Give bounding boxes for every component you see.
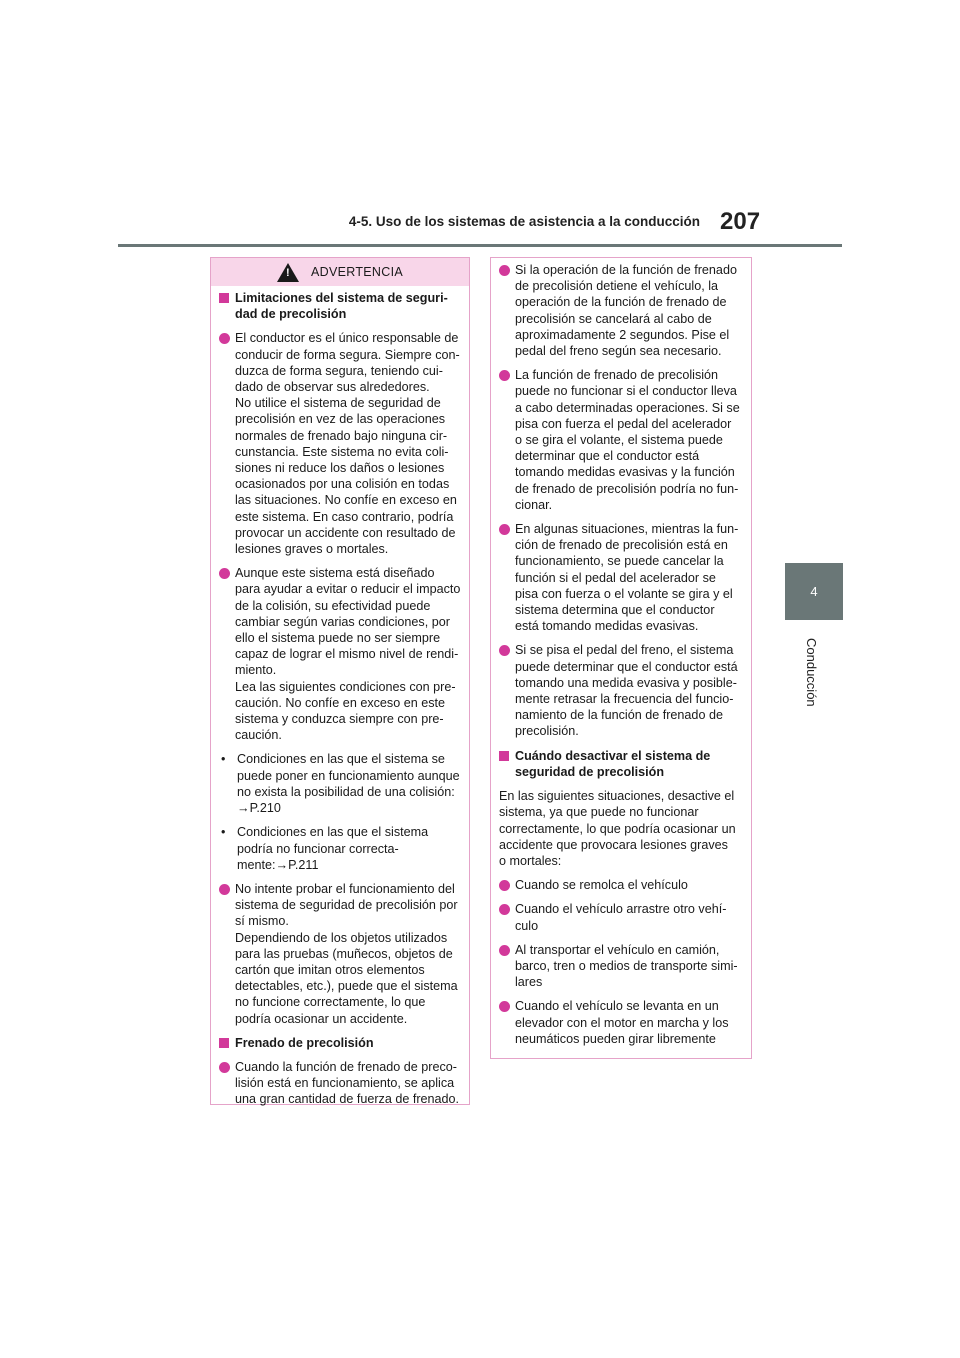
- bullet-elevador: [499, 998, 743, 1047]
- text-line: de precolisión detiene el vehículo, la: [515, 279, 719, 294]
- text-line: pisa con fuerza o el volante se gira y el: [515, 586, 733, 601]
- warning-title: ADVERTENCIA: [311, 264, 403, 279]
- text-line: →P.210: [237, 801, 281, 816]
- chapter-tab-number: 4: [810, 584, 818, 599]
- text-line: En las siguientes situaciones, desactive el: [499, 789, 735, 804]
- text-line: mente retrasar la frecuencia del funcio-: [515, 692, 734, 707]
- text-line: dado de observar sus alrededores.: [235, 380, 430, 395]
- text-line: determinar que el conductor está: [515, 449, 700, 464]
- text-line: Lea las siguientes condiciones con pre-: [235, 679, 456, 694]
- paragraph-situaciones: [499, 788, 743, 869]
- text-line: En algunas situaciones, mientras la fun-: [515, 522, 739, 537]
- text-line: de frenado de precolisión podría no fun-: [515, 481, 739, 496]
- bullet-remolca: [499, 877, 743, 893]
- text-line: caución. No confíe en exceso en este: [235, 695, 446, 710]
- text-line: aproximadamente 2 segundos. Pise el: [515, 327, 730, 342]
- text-line: culo: [515, 918, 539, 933]
- small-bullet-icon: •: [221, 752, 226, 767]
- text-line: detectables, etc.), puede que el sistema: [235, 979, 458, 994]
- round-bullet-icon: [499, 945, 510, 956]
- chapter-tab-label: Conducción: [804, 638, 819, 707]
- header-rule: [118, 244, 842, 247]
- text-line: está tomando medidas evasivas.: [515, 619, 699, 634]
- text-line: o se gira el volante, el sistema puede: [515, 433, 723, 448]
- text-line: las situaciones. No confíe en exceso en: [235, 493, 457, 508]
- text-line: sistema determina que el conductor: [515, 603, 715, 618]
- text-line: sistema y conduzca siempre con pre-: [235, 712, 444, 727]
- text-line: lesiones graves o mortales.: [235, 542, 389, 557]
- text-line: Aunque este sistema está diseñado: [235, 566, 435, 581]
- round-bullet-icon: [499, 524, 510, 535]
- text-line: duzca de forma segura, teniendo cui-: [235, 363, 443, 378]
- square-bullet-icon: [499, 751, 509, 761]
- round-bullet-icon: [219, 884, 230, 895]
- bullet-transportar: [499, 942, 743, 991]
- text-line: de la colisión, su efectividad puede: [235, 598, 431, 613]
- text-line: miento.: [235, 663, 277, 678]
- text-line: cunstancia. Este sistema no evita coli-: [235, 444, 449, 459]
- sub-bullet-condiciones-1: [219, 751, 461, 816]
- page-number: 207: [720, 208, 761, 235]
- text-line: Cuándo desactivar el sistema de: [515, 748, 711, 763]
- text-line: Cuando el vehículo arrastre otro vehí-: [515, 902, 727, 917]
- bullet-cancelar: [499, 521, 743, 634]
- text-line: cambiar según varias condiciones, por: [235, 614, 450, 629]
- text-line: función si el pedal del acelerador se: [515, 570, 716, 585]
- text-line: puede determinar que el conductor está: [515, 659, 738, 674]
- text-line: conducir de forma segura. Siempre con-: [235, 347, 460, 362]
- text-line: cartón que imitan otros elementos: [235, 962, 425, 977]
- round-bullet-icon: [499, 880, 510, 891]
- text-line: La función de frenado de precolisión: [515, 368, 719, 383]
- text-line: capaz de lograr el mismo nivel de rendi-: [235, 647, 459, 662]
- text-line: precolisión se cancelará al cabo de: [515, 311, 712, 326]
- text-line: lisión está en funcionamiento, se aplica: [235, 1076, 455, 1091]
- round-bullet-icon: [499, 645, 510, 656]
- chapter-tab: [785, 563, 843, 620]
- text-line: Condiciones en las que el sistema se: [237, 752, 445, 767]
- text-line: una gran cantidad de fuerza de frenado.: [235, 1092, 460, 1107]
- bullet-efectividad: [219, 565, 461, 743]
- text-line: pisa con fuerza el pedal del acelerador: [515, 416, 732, 431]
- sub-bullet-condiciones-2: [219, 824, 461, 873]
- heading-limitaciones: [219, 290, 461, 322]
- text-line: namiento de la función de frenado de: [515, 708, 723, 723]
- text-line: El conductor es el único responsable de: [235, 331, 459, 346]
- round-bullet-icon: [219, 333, 230, 344]
- round-bullet-icon: [499, 370, 510, 381]
- text-line: podría no funcionar correcta-: [237, 841, 399, 856]
- bullet-detiene: [499, 262, 743, 359]
- bullet-fuerza-frenado: [219, 1059, 461, 1108]
- text-line: Cuando el vehículo se levanta en un: [515, 999, 719, 1014]
- text-line: puede no funcionar si el conductor lleva: [515, 384, 737, 399]
- text-line: pedal del freno según sea necesario.: [515, 344, 722, 359]
- text-line: Limitaciones del sistema de seguri-: [235, 291, 448, 305]
- text-line: correctamente, lo que podría ocasionar un: [499, 821, 736, 836]
- text-line: Condiciones en las que el sistema: [237, 825, 429, 840]
- warning-box-right: [490, 257, 752, 1059]
- text-line: cionar.: [515, 497, 553, 512]
- text-line: precolisión en vez de las operaciones: [235, 412, 446, 427]
- text-line: Al transportar el vehículo en camión,: [515, 942, 720, 957]
- text-line: seguridad de precolisión: [515, 764, 665, 779]
- round-bullet-icon: [219, 1062, 230, 1073]
- text-line: para las pruebas (muñecos, objetos de: [235, 946, 453, 961]
- bullet-arrastre: [499, 901, 743, 933]
- text-line: elevador con el motor en marcha y los: [515, 1015, 729, 1030]
- text-line: lares: [515, 975, 543, 990]
- text-line: a cabo determinadas operaciones. Si se: [515, 400, 740, 415]
- text-line: para ayudar a evitar o reducir el impacto: [235, 582, 461, 597]
- warning-triangle-icon: !: [277, 263, 299, 282]
- round-bullet-icon: [499, 265, 510, 276]
- text-line: puede poner en funcionamiento aunque: [237, 768, 460, 783]
- section-title: 4-5. Uso de los sistemas de asistencia a la conducción: [348, 214, 700, 229]
- text-line: no exista la posibilidad de una colisión:: [237, 784, 455, 799]
- text-line: tomando una medida evasiva y posible-: [515, 675, 737, 690]
- text-line: tomando medidas evasivas y la función: [515, 465, 735, 480]
- text-line: accidente que provocara lesiones graves: [499, 837, 728, 852]
- text-line: neumáticos pueden girar libremente: [515, 1031, 716, 1046]
- bullet-no-funcionar: [499, 367, 743, 513]
- text-line: caución.: [235, 728, 282, 743]
- heading-frenado: Frenado de precolisión: [219, 1035, 461, 1051]
- round-bullet-icon: [499, 904, 510, 915]
- text-line: podría ocasionar un accidente.: [235, 1011, 408, 1026]
- bullet-responsable: [219, 330, 461, 557]
- text-line: provocar un accidente con resultado de: [235, 525, 456, 540]
- text-line: sistema, ya que puede no funcionar: [499, 805, 699, 820]
- text-line: precolisión.: [515, 724, 579, 739]
- square-bullet-icon: [219, 293, 229, 303]
- square-bullet-icon: [219, 1038, 229, 1048]
- text-line: Cuando se remolca el vehículo: [515, 878, 688, 893]
- text-line: ocasionados por una colisión en todas: [235, 477, 450, 492]
- text-line: ción de frenado de precolisión está en: [515, 538, 728, 553]
- text-line: siones ni reduce los daños o lesiones: [235, 461, 445, 476]
- text-line: dad de precolisión: [235, 307, 347, 322]
- small-bullet-icon: •: [221, 825, 226, 840]
- text-line: No intente probar el funcionamiento del: [235, 881, 455, 896]
- text-line: Cuando la función de frenado de preco-: [235, 1059, 457, 1074]
- text-line: sí mismo.: [235, 914, 289, 929]
- bullet-pedal-freno: [499, 642, 743, 739]
- text-line: Si se pisa el pedal del freno, el sistema: [515, 643, 734, 658]
- warning-header: [211, 258, 469, 286]
- warning-box-left: [210, 257, 470, 1105]
- text-line: o mortales:: [499, 853, 562, 868]
- heading-desactivar: [499, 748, 743, 780]
- text-line: no funcione correctamente, lo que: [235, 995, 426, 1010]
- text-line: mente:→P.211: [237, 857, 319, 872]
- text-line: operación de la función de frenado de: [515, 295, 727, 310]
- round-bullet-icon: [499, 1001, 510, 1012]
- text-line: Dependiendo de los objetos utilizados: [235, 930, 448, 945]
- text-line: barco, tren o medios de transporte simi-: [515, 958, 738, 973]
- text-line: sistema de seguridad de precolisión por: [235, 898, 458, 913]
- bullet-no-probar: [219, 881, 461, 1027]
- text-line: Si la operación de la función de frenado: [515, 263, 737, 277]
- text-line: funcionamiento, se puede cancelar la: [515, 554, 724, 569]
- text-line: normales de frenado bajo ninguna cir-: [235, 428, 448, 443]
- text-line: No utilice el sistema de seguridad de: [235, 396, 441, 411]
- round-bullet-icon: [219, 568, 230, 579]
- text-line: ello el sistema puede no ser siempre: [235, 631, 441, 646]
- text-line: este sistema. En caso contrario, podría: [235, 509, 454, 524]
